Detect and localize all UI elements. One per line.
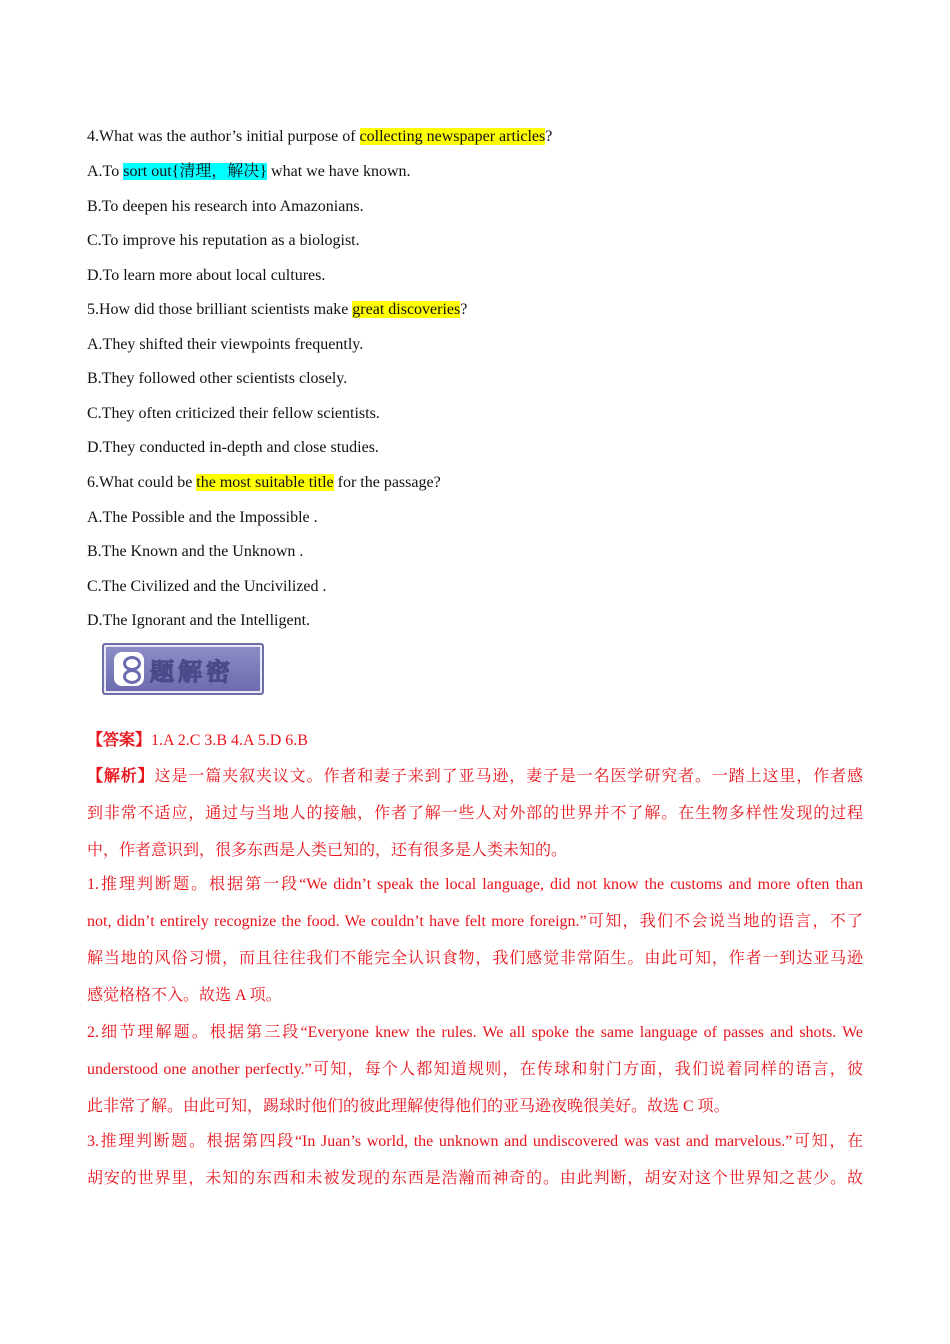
badge-title: 题解密 — [150, 657, 234, 686]
stem-text: 5.How did those brilliant scientists make — [87, 301, 353, 318]
stem-text-end: for the passage? — [333, 474, 441, 491]
question-5-option-a: A.They shifted their viewpoints frequently. — [87, 336, 364, 353]
stem-text-end: ? — [545, 128, 553, 145]
question-6-option-b: B.The Known and the Unknown . — [87, 543, 304, 560]
question-6-option-c: C.The Civilized and the Uncivilized . — [87, 578, 327, 595]
question-4-option-a — [87, 162, 411, 182]
eight-icon — [114, 652, 144, 686]
answer-text: 1.A 2.C 3.B 4.A 5.D 6.B — [151, 732, 308, 749]
analysis-label: 【解析】 — [87, 768, 155, 785]
answer-label: 【答案】 — [87, 732, 152, 749]
stem-text: 4.What was the author’s initial purpose of — [87, 128, 360, 145]
explanation-1-line-1: 1.推理判断题。根据第一段“We didn’t speak the local language, did not know the customs and more often than — [87, 876, 863, 893]
analysis-line-1 — [87, 758, 863, 795]
question-5-stem — [87, 300, 467, 320]
question-4-option-b: B.To deepen his research into Amazonians. — [87, 198, 364, 215]
question-4-option-d: D.To learn more about local cultures. — [87, 267, 326, 284]
highlight-collecting-newspaper-articles: collecting newspaper articles — [359, 128, 546, 145]
explanation-2-line-3: 此非常了解。由此可知，踢球时他们的彼此理解使得他们的亚马逊夜晚很美好。故选 C 项。 — [87, 1098, 730, 1115]
explanation-1 — [87, 866, 863, 1014]
explanation-3-line-2: 胡安的世界里，未知的东西和未被发现的东西是浩瀚而神奇的。由此判断，胡安对这个世界知之甚少。故 — [87, 1170, 863, 1187]
explanation-1-line-4: 感觉格格不入。故选 A 项。 — [87, 987, 282, 1004]
explanation-1-line-2: not, didn’t entirely recognize the food. We couldn’t have felt more foreign.”可知，我们不会说当地的语言，不了 — [87, 913, 863, 930]
analysis-line-3: 中，作者意识到，很多东西是人类已知的，还有很多是人类未知的。 — [87, 842, 568, 859]
question-5-option-b: B.They followed other scientists closely. — [87, 370, 348, 387]
stem-text-end: ? — [460, 301, 468, 318]
highlight-most-suitable-title: the most suitable title — [196, 474, 334, 491]
explanation-2-line-1: 2.细节理解题。根据第三段“Everyone knew the rules. We all spoke the same language of passes and shots. We — [87, 1024, 863, 1041]
explanation-1-line-3: 解当地的风俗习惯，而且往往我们不能完全认识食物，我们感觉非常陌生。由此可知，作者一到达亚马逊 — [87, 950, 863, 967]
question-4-option-c: C.To improve his reputation as a biologist. — [87, 232, 360, 249]
question-5-option-c: C.They often criticized their fellow scientists. — [87, 405, 380, 422]
analysis-paragraph — [87, 758, 863, 869]
explanation-3 — [87, 1123, 863, 1197]
option-text-end: what we have known. — [267, 163, 411, 180]
highlight-sort-out: sort out{清理，解决} — [123, 163, 268, 180]
explanation-2 — [87, 1014, 863, 1125]
solution-badge — [102, 643, 264, 695]
stem-text: 6.What could be — [87, 474, 197, 491]
question-6-option-a: A.The Possible and the Impossible . — [87, 509, 318, 526]
question-6-stem — [87, 473, 441, 493]
question-5-option-d: D.They conducted in-depth and close studies. — [87, 439, 379, 456]
highlight-great-discoveries: great discoveries — [352, 301, 461, 318]
question-4-stem — [87, 127, 552, 147]
analysis-text: 这是一篇夹叙夹议文。作者和妻子来到了亚马逊，妻子是一名医学研究者。一踏上这里，作者感 — [154, 768, 863, 785]
question-6-option-d: D.The Ignorant and the Intelligent. — [87, 612, 311, 629]
explanation-3-line-1: 3.推理判断题。根据第四段“In Juan’s world, the unknown and undiscovered was vast and marvelous.”可知，在 — [87, 1133, 863, 1150]
answer-line — [87, 722, 863, 759]
explanation-2-line-2: understood one another perfectly.”可知，每个人都知道规则，在传球和射门方面，我们说着同样的语言，彼 — [87, 1061, 863, 1078]
analysis-line-2: 到非常不适应，通过与当地人的接触，作者了解一些人对外部的世界并不了解。在生物多样性发现的过程 — [87, 805, 863, 822]
option-text: A.To — [87, 163, 124, 180]
